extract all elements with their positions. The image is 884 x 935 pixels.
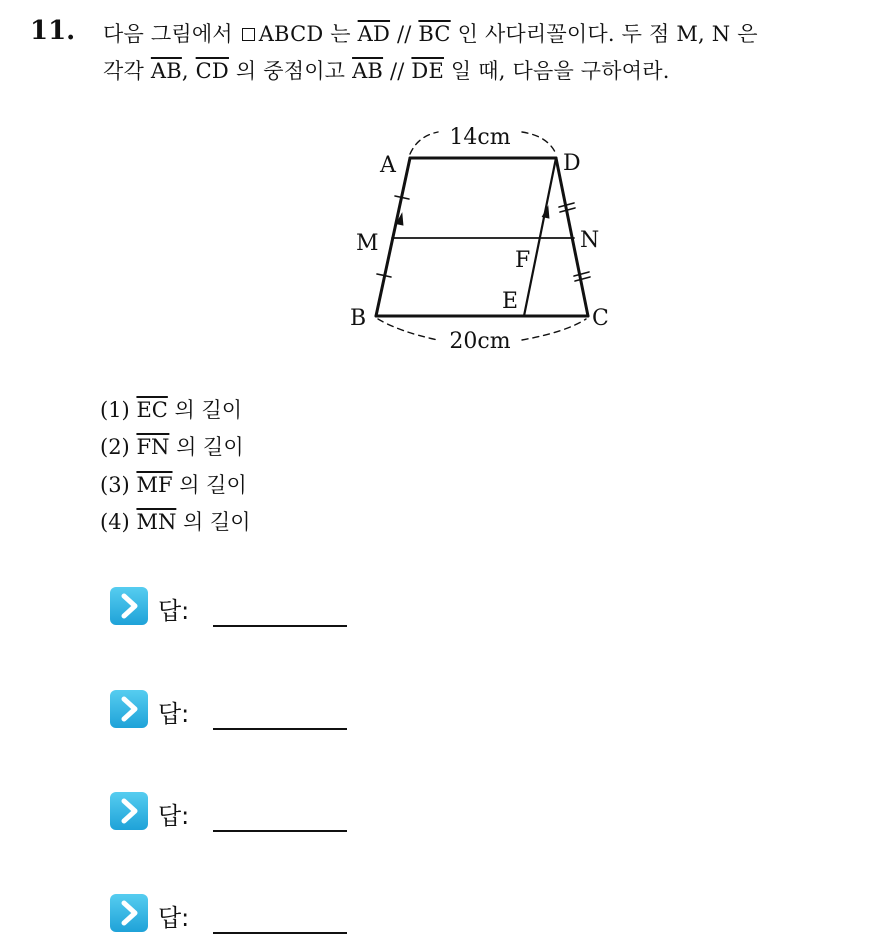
subquestion-number: (1) [100, 398, 130, 422]
subquestion-number: (2) [100, 435, 130, 459]
subquestion-text: 의 길이 [179, 473, 247, 497]
label-n: N [580, 228, 600, 253]
label-f: F [515, 248, 531, 273]
comma: , [181, 59, 189, 83]
segment-ad: $\overline{AD}$ [357, 22, 391, 46]
tick-mark [575, 277, 590, 281]
question-text: 인 사다리꼴이다. 두 점 M, N 은 [457, 22, 758, 46]
answer-label: 답: [158, 700, 190, 728]
segment-bc: $\overline{BC}$ [418, 22, 451, 46]
segment-cd: $\overline{CD}$ [195, 59, 229, 83]
subquestion-1 [100, 394, 242, 424]
segment-ec: $\overline{EC}$ [136, 398, 168, 422]
chevron-right-icon [110, 792, 148, 830]
answer-blank[interactable] [213, 625, 347, 627]
segment-mn: $\overline{MN}$ [136, 510, 177, 534]
subquestion-text: 의 길이 [176, 435, 244, 459]
segment-de: $\overline{DE}$ [411, 59, 444, 83]
question-number: 11. [30, 16, 76, 46]
segment-mf: $\overline{MF}$ [136, 473, 173, 497]
subquestion-text: 의 길이 [183, 510, 251, 534]
question-text-line-1 [103, 18, 758, 48]
parallel-symbol: // [389, 59, 405, 83]
label-c: C [592, 306, 609, 331]
answer-row-1 [110, 587, 370, 627]
subquestion-number: (3) [100, 473, 130, 497]
answer-row-3 [110, 792, 370, 832]
side-ab [376, 158, 410, 316]
subquestion-number: (4) [100, 510, 130, 534]
label-e: E [502, 289, 519, 314]
segment-de-line [524, 158, 556, 316]
segment-ab: $\overline{AB}$ [150, 59, 182, 83]
label-m: M [356, 231, 379, 256]
subquestion-2 [100, 431, 244, 461]
tick-mark [574, 272, 589, 276]
answer-blank[interactable] [213, 728, 347, 730]
trapezoid-figure [330, 110, 650, 360]
bottom-length-label: 20cm [449, 329, 511, 354]
answer-label: 답: [158, 597, 190, 625]
question-text: 다음 그림에서 [103, 22, 233, 46]
label-a: A [380, 153, 396, 178]
subquestion-text: 의 길이 [174, 398, 243, 422]
top-length-label: 14cm [449, 125, 511, 150]
subquestion-3 [100, 469, 247, 499]
question-text: 일 때, 다음을 구하여라. [450, 59, 670, 83]
question-text-line-2 [103, 55, 670, 85]
quadrilateral-name: ABCD 는 [258, 22, 351, 46]
subquestion-4 [100, 506, 251, 536]
chevron-right-icon [110, 587, 148, 625]
chevron-right-icon [110, 894, 148, 932]
answer-label: 답: [158, 802, 190, 830]
label-b: B [350, 306, 367, 331]
parallel-symbol: // [396, 22, 412, 46]
segment-fn: $\overline{FN}$ [136, 435, 170, 459]
answer-label: 답: [158, 904, 190, 932]
segment-ab: $\overline{AB}$ [352, 59, 384, 83]
square-icon [242, 28, 255, 41]
label-d: D [563, 151, 581, 176]
answer-row-2 [110, 690, 370, 730]
answer-blank[interactable] [213, 830, 347, 832]
answer-row-4 [110, 894, 370, 934]
question-text: 의 중점이고 [235, 59, 346, 83]
question-text: 각각 [103, 59, 144, 83]
chevron-right-icon [110, 690, 148, 728]
answer-blank[interactable] [213, 932, 347, 934]
